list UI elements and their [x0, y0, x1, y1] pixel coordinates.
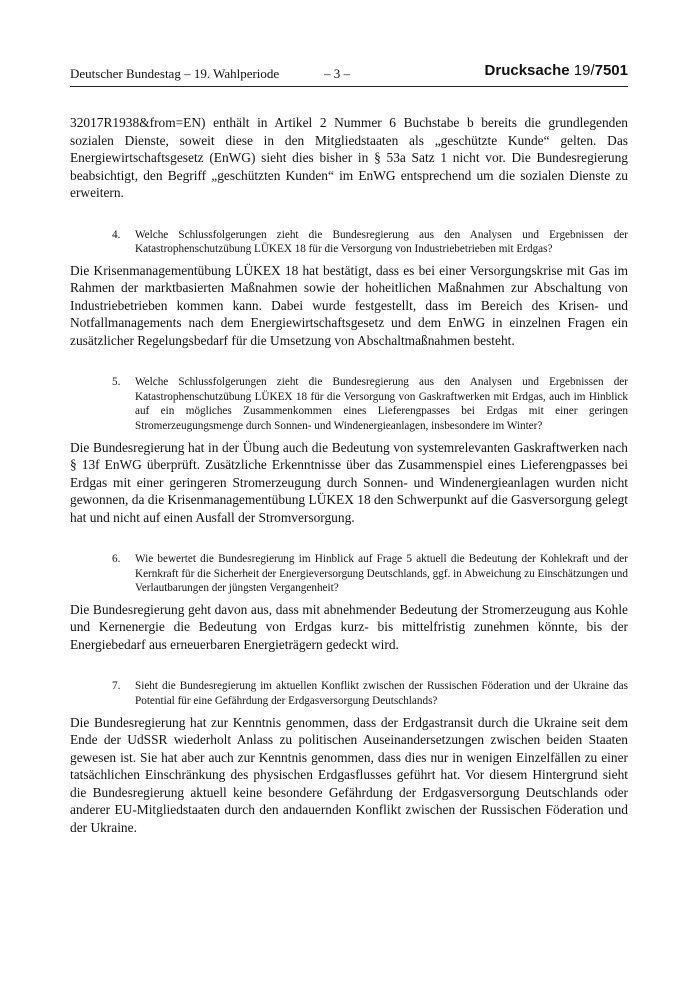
header-page-number: – 3 – [324, 66, 350, 81]
question-6 [112, 552, 628, 596]
answer-6: Die Bundesregierung geht davon aus, dass mit abnehmender Bedeutung der Stromerzeugung aus Kohle und Kernenergie die Bedeutung von Erdgas kurz- bis mittelfristig zunehmen könnte, bis der Energiebedarf aus erneuerbaren Energieträgern gedeckt wird. [70, 601, 628, 652]
question-text: Welche Schlussfolgerungen zieht die Bundesregierung aus den Analysen und Ergebnissen der Katastrophenschutzübung LÜKEX 18 für die Versorgung von Industriebetrieben mit Erdgas? [135, 228, 628, 256]
header-doc-period: 19/ [573, 62, 595, 79]
question-number: 6. [112, 553, 121, 566]
page-header [70, 64, 628, 87]
question-number: 4. [112, 228, 121, 241]
header-doc-label: Drucksache [484, 62, 570, 79]
answer-4: Die Krisenmanagementübung LÜKEX 18 hat bestätigt, dass es bei einer Versorgungskrise mit Gas im Rahmen der marktbasierten Maßnahmen sowie der hoheitlichen Maßnahmen zur Abschaltung von Industriebetrieben kommen kann. Dabei wurde festgestellt, dass im Bereich des Krisen- und Notfallmanagements nach dem Energiewirtschaftsgesetz und dem EnWG in einzelnen Fragen ein zusätzlicher Regelungsbedarf für die Umsetzung von Abschaltmaßnahmen besteht. [70, 262, 628, 348]
question-5 [112, 375, 628, 433]
intro-paragraph: 32017R1938&from=EN) enthält in Artikel 2 Nummer 6 Buchstabe b bereits die grundlegenden sozialen Dienste, soweit diese in den Mitgliedstaaten als „geschützte Kunde“ gelten. Das Energiewirtschaftsgesetz (EnWG) sieht dies bisher in § 53a Satz 1 nicht vor. Die Bundesregierung beabsichtigt, den Begriff „geschützten Kunden“ im EnWG entsprechend um die sozialen Dienste zu erweitern. [70, 115, 628, 200]
question-number: 5. [112, 376, 121, 389]
question-number: 7. [112, 680, 121, 693]
header-parliament: Deutscher Bundestag – 19. Wahlperiode [70, 66, 280, 81]
answer-7: Die Bundesregierung hat zur Kenntnis genommen, dass der Erdgastransit durch die Ukraine seit dem Ende der UdSSR wiederholt Anlass zu politischen Auseinandersetzungen zwischen beiden Staaten gewesen ist. Sie hat aber auch zur Kenntnis genommen, dass dies nur in wenigen Einzelfällen zu einer tatsächlichen Einschränkung des physischen Erdgasflusses geführt hat. Vor diesem Hintergrund sieht die Bundesregierung aktuell keine besondere Gefährdung der Erdgasversorgung Deutschlands oder anderer EU-Mitgliedstaaten durch den andauernden Konflikt zwischen der Russischen Föderation und der Ukraine. [70, 714, 628, 835]
answer-5: Die Bundesregierung hat in der Übung auch die Bedeutung von systemrelevanten Gaskraftwerken nach § 13f EnWG überprüft. Zusätzliche Erkenntnisse über das Zusammenspiel eines Lieferengpasses bei Erdgas mit einer geringeren Stromerzeugung durch Sonnen- und Windenergieanlagen wurden nicht gewonnen, da die Krisenmanagementübung LÜKEX 18 den Schwerpunkt auf die Gasversorgung gelegt hat und nicht auf einen Ausfall der Stromversorgung. [70, 439, 628, 525]
question-text: Wie bewertet die Bundesregierung im Hinblick auf Frage 5 aktuell die Bedeutung der Kohlekraft und der Kernkraft für die Sicherheit der Energieversorgung Deutschlands, ggf. in Abweichung zu Einschätzungen und Verlautbarungen der jüngsten Vergangenheit? [135, 553, 628, 595]
question-text: Sieht die Bundesregierung im aktuellen Konflikt zwischen der Russischen Föderation und der Ukraine das Potential für eine Gefährdung der Erdgasversorgung Deutschlands? [135, 680, 628, 707]
header-doc-number: 7501 [594, 62, 628, 79]
question-text: Welche Schlussfolgerungen zieht die Bundesregierung aus den Analysen und Ergebnissen der Katastrophenschutzübung LÜKEX 18 für die Versorgung von Gaskraftwerken mit Erdgas, auch im Hinblick auf ein mögliches Zusammenkommen eines Lieferengpasses bei Erdgas mit einer geringen Stromerzeugungsmenge durch Sonnen- und Windenergieanlagen, insbesondere im Winter? [135, 376, 628, 432]
page-content [70, 114, 628, 836]
header-document-number [485, 62, 628, 79]
question-7 [112, 679, 628, 708]
question-4 [112, 228, 628, 257]
